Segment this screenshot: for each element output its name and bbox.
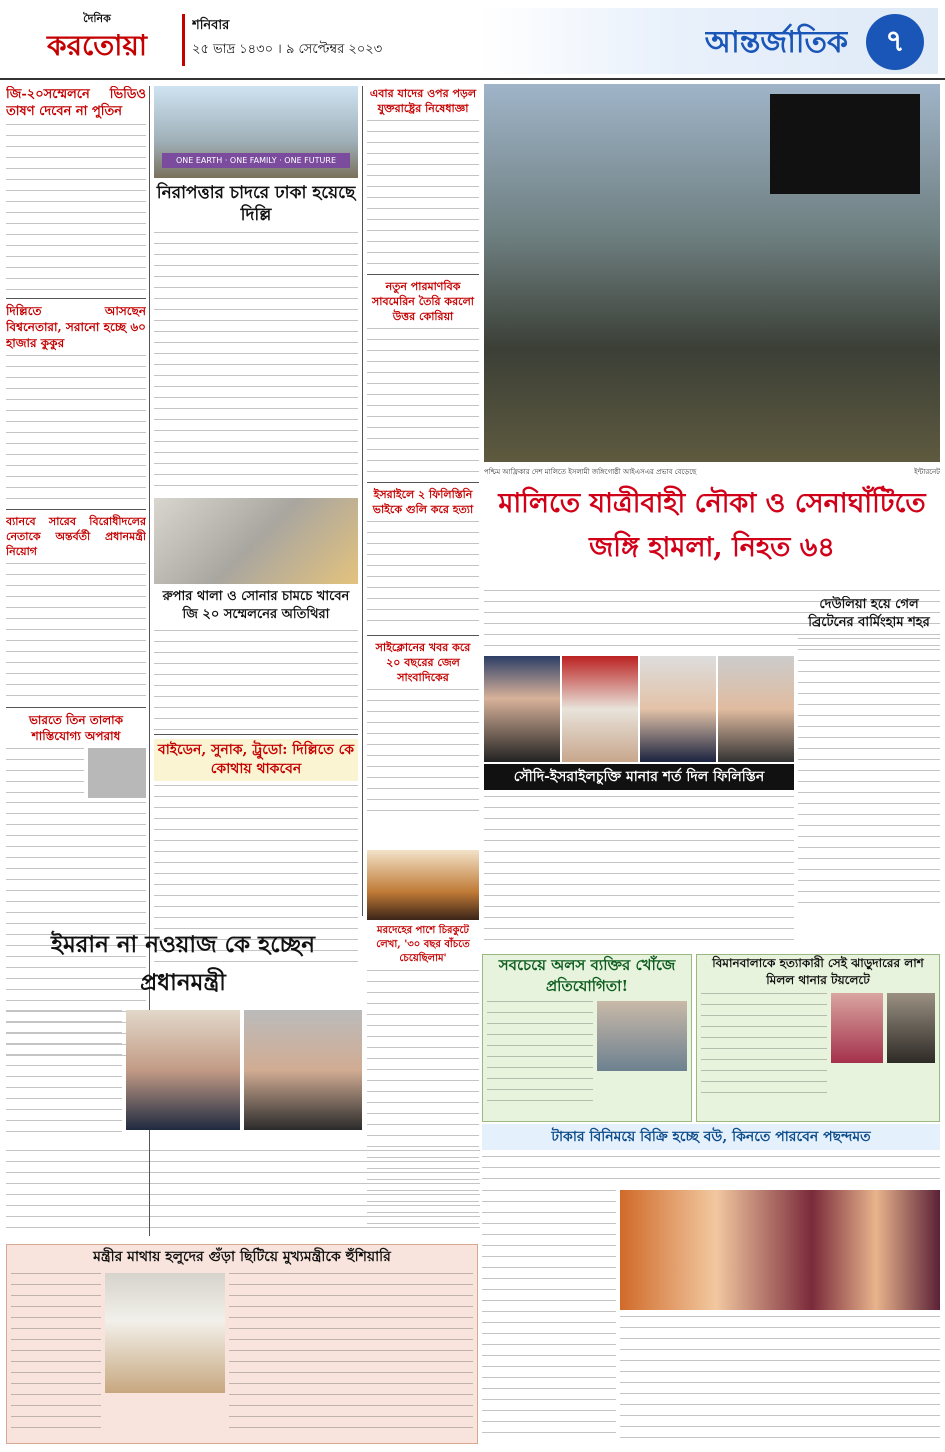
leaders-photo-strip [484, 656, 794, 762]
divider [367, 482, 479, 483]
story-note-headline[interactable]: মরদেহের পাশে চিরকুটে লেখা, '৩০ বছর বাঁচতে চেয়েছিলাম' [376, 925, 470, 964]
story-sanctions-headline[interactable]: এবার যাদের ওপর পড়ল যুক্তরাষ্ট্রের নিষেধাজ্ঞা [369, 87, 477, 115]
story-cyclone-body [367, 689, 479, 819]
leader-photo-3 [640, 656, 716, 762]
leader-photo-1 [484, 656, 560, 762]
lazy-contest-photo [597, 1001, 687, 1071]
story-birmingham-headline[interactable]: দেউলিয়া হয়ে গেল ব্রিটেনের বার্মিংহাম শহর [808, 597, 930, 630]
story-silver-body [154, 630, 358, 730]
story-leaders-headline[interactable]: বাইডেন, সুনাক, ট্রুডো: দিল্লিতে কে কোথায় থাকবেন [154, 739, 358, 781]
story-submarine-headline[interactable]: নতুন পারমাণবিক সাবমেরিন তৈরি করলো উত্তর কোরিয়া [372, 280, 474, 323]
story-silver-headline[interactable]: রুপার থালা ও সোনার চামচে খাবেন জি ২০ সম্মেলনের অতিথিরা [162, 589, 350, 622]
story-imran-body [6, 1010, 122, 1140]
story-bride-headline[interactable]: টাকার বিনিময়ে বিক্রি হচ্ছে বউ, কিনতে পারবেন পছন্দমত [482, 1124, 940, 1150]
column-birmingham [798, 596, 940, 956]
story-putin-headline[interactable]: জি-২০সম্মেলনে ভিডিও তাষণ দেবেন না পুতিন [6, 87, 146, 119]
suspect-photo [887, 993, 935, 1063]
story-cyclone-headline[interactable]: সাইক্লোনের খবর করে ২০ বছরের জেল সাংবাদিকের [375, 641, 471, 684]
story-lazy-body [487, 1001, 593, 1111]
minister-photo [105, 1273, 225, 1393]
court-photo [88, 748, 146, 798]
story-airhost-headline[interactable]: বিমানবালাকে হত্যাকারী সেই ঝাড়ুদারের লাশ মিলল থানার টয়লেটে [712, 956, 924, 987]
story-minister-headline[interactable]: মন্ত্রীর মাথায় হলুদের গুঁড়া ছিটিয়ে মুখ্যমন্ত্রীকে হুঁশিয়ারি [93, 1249, 391, 1265]
story-birmingham-body [798, 638, 940, 908]
story-putin-body [6, 124, 146, 294]
divider [367, 274, 479, 275]
story-sanctions-body [367, 120, 479, 270]
story-pm-headline[interactable]: ব্যানবে সারেব বিরোধীদলের নেতাকে অন্তর্বর্তী প্রধানমন্ত্রী নিয়োগ [6, 515, 146, 558]
story-bride-body [482, 1156, 940, 1186]
divider [6, 298, 146, 299]
story-saudi-body [484, 796, 794, 946]
story-lazy-headline[interactable]: সবচেয়ে অলস ব্যক্তির খোঁজে প্রতিযোগিতা! [498, 956, 676, 995]
bride-photo [620, 1190, 940, 1310]
story-submarine-body [367, 328, 479, 478]
story-minister-box [6, 1244, 478, 1444]
g20-venue-photo [154, 86, 358, 178]
story-talaq-body [6, 748, 84, 798]
story-imran-body-cont [6, 1150, 480, 1236]
lead-photo-militants [484, 84, 940, 462]
hand-photo [367, 850, 479, 920]
silver-plates-photo [154, 498, 358, 584]
story-security-body [154, 232, 358, 492]
section-banner [480, 8, 938, 74]
lead-headline[interactable]: মালিতে যাত্রীবাহী নৌকা ও সেনাঘাঁটিতে জঙ্গি হামলা, নিহত ৬৪ [498, 488, 926, 563]
masthead-divider [182, 14, 185, 66]
lead-photo-caption: পশ্চিম আফ্রিকার দেশ মালিতে ইসলামী জঙ্গিগোষ্ঠী আইএসএর প্রভাব বেড়েছে ইন্টারনেট [484, 468, 940, 476]
story-security-headline[interactable]: নিরাপত্তার চাদরে ঢাকা হয়েছে দিল্লি [156, 183, 356, 225]
page-number: ৭ [866, 14, 924, 70]
story-bride-body-right [620, 1316, 940, 1440]
newspaper-logo[interactable]: দৈনিক করতোয়া [47, 12, 147, 62]
story-israel-body [367, 521, 479, 631]
column-briefs [367, 86, 479, 916]
nawaz-photo [244, 1010, 362, 1130]
g20-banner-text: ONE EARTH · ONE FAMILY · ONE FUTURE [162, 153, 350, 168]
story-israel-headline[interactable]: ইসরাইলে ২ ফিলিস্তিনি ভাইকে গুলি করে হত্যা [372, 488, 474, 516]
dateline [192, 14, 492, 66]
story-bride-body-left [482, 1190, 616, 1440]
column-divider [362, 86, 363, 916]
leader-photo-4 [718, 656, 794, 762]
leader-photo-2 [562, 656, 638, 762]
divider [6, 707, 146, 708]
story-minister-body-cont [229, 1273, 473, 1433]
story-dogs-headline[interactable]: দিল্লিতে আসছেন বিশ্বনেতারা, সরানো হচ্ছে ৬০ হাজার কুকুর [6, 304, 146, 350]
day-label: শনিবার [192, 18, 230, 33]
story-talaq-headline[interactable]: ভারতে তিন তালাক শাস্তিযোগ্য অপরাধ [28, 713, 124, 743]
section-title: আন্তর্জাতিক [704, 25, 848, 60]
story-imran-headline[interactable]: ইমরান না নওয়াজ কে হচ্ছেন প্রধানমন্ত্রী [51, 931, 315, 996]
story-lazy-box [482, 954, 692, 1122]
story-airhost-body [701, 993, 827, 1103]
masthead [0, 0, 945, 80]
date-label: ২৫ ভাদ্র ১৪৩০ । ৯ সেপ্টেম্বর ২০২৩ [192, 42, 383, 57]
story-dogs-body [6, 355, 146, 505]
divider [367, 635, 479, 636]
story-airhost-box [696, 954, 940, 1122]
imran-photo [126, 1010, 240, 1130]
divider [154, 734, 358, 735]
divider [6, 509, 146, 510]
story-saudi-headline[interactable]: সৌদি-ইসরাইলচুক্তি মানার শর্ত দিল ফিলিস্তিন [484, 764, 794, 790]
airhostess-photo [831, 993, 883, 1063]
story-minister-body [11, 1273, 101, 1433]
story-pm-body [6, 563, 146, 703]
flag-shape [770, 94, 920, 194]
